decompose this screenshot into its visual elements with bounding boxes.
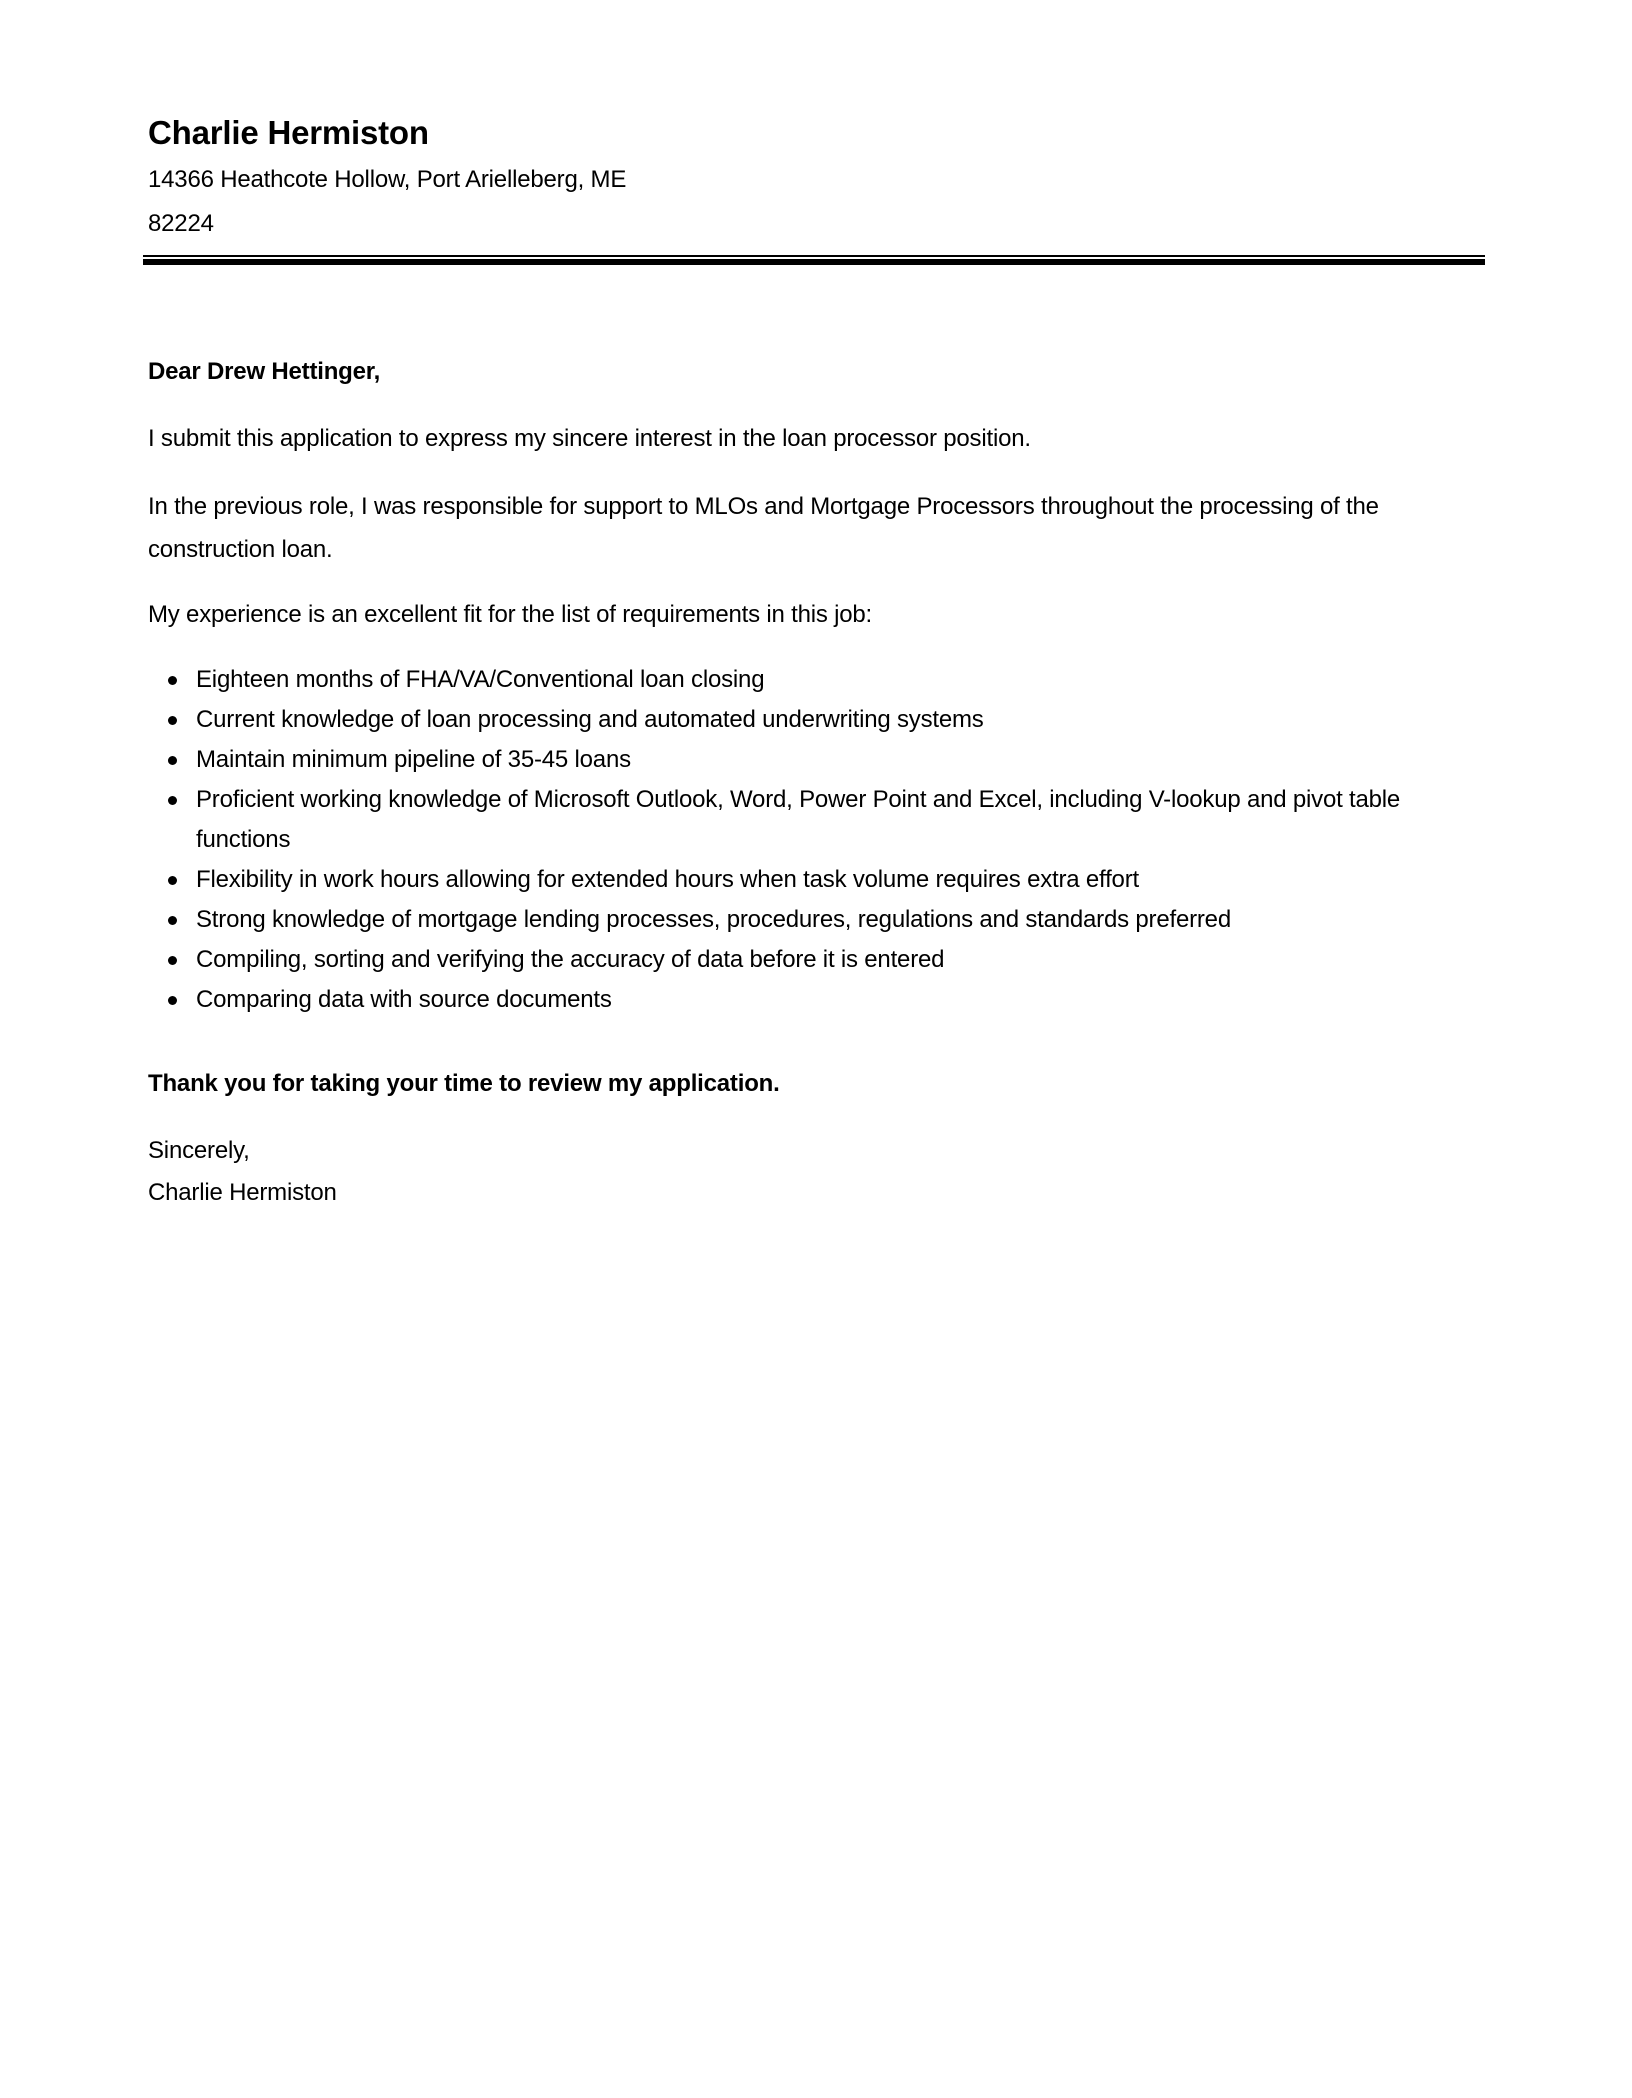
list-item-text: Current knowledge of loan processing and automated underwriting systems [196, 706, 984, 733]
salutation: Dear Drew Hettinger, [148, 358, 381, 385]
bullet-icon [168, 796, 177, 805]
list-item-text: Compiling, sorting and verifying the accuracy of data before it is entered [196, 946, 945, 973]
sender-address-line2: 82224 [148, 210, 214, 237]
closing-statement: Thank you for taking your time to review my application. [148, 1070, 780, 1097]
header-divider-thin [143, 255, 1485, 257]
sign-off: Sincerely, [148, 1137, 250, 1164]
paragraph-intro: I submit this application to express my sincere interest in the loan processor position. [148, 425, 1031, 452]
paragraph-experience: In the previous role, I was responsible for support to MLOs and Mortgage Processors throughout the processing of the construction loan. [148, 493, 1379, 563]
sender-name: Charlie Hermiston [148, 114, 429, 151]
list-item-text: Proficient working knowledge of Microsoft Outlook, Word, Power Point and Excel, including V-lookup and pivot table functions [196, 786, 1401, 853]
bullet-icon [168, 876, 177, 885]
bullet-icon [168, 676, 177, 685]
list-item [148, 660, 1488, 700]
signature-name: Charlie Hermiston [148, 1179, 337, 1206]
list-item [148, 940, 1488, 980]
list-item [148, 980, 1488, 1020]
bullet-icon [168, 996, 177, 1005]
paragraph-fit: My experience is an excellent fit for the list of requirements in this job: [148, 601, 873, 628]
bullet-icon [168, 916, 177, 925]
requirements-list [148, 660, 1488, 1020]
bullet-icon [168, 956, 177, 965]
list-item-text: Eighteen months of FHA/VA/Conventional loan closing [196, 666, 765, 693]
sender-address-line1: 14366 Heathcote Hollow, Port Arielleberg, ME [148, 166, 627, 193]
list-item-text: Maintain minimum pipeline of 35-45 loans [196, 746, 631, 773]
list-item [148, 780, 1486, 860]
bullet-icon [168, 716, 177, 725]
list-item-text: Comparing data with source documents [196, 986, 612, 1013]
list-item-text: Strong knowledge of mortgage lending processes, procedures, regulations and standards preferred [196, 906, 1231, 933]
list-item-text: Flexibility in work hours allowing for extended hours when task volume requires extra effort [196, 866, 1139, 893]
bullet-icon [168, 756, 177, 765]
list-item [148, 740, 1488, 780]
list-item [148, 900, 1488, 940]
list-item [148, 700, 1488, 740]
header-divider-thick [143, 259, 1485, 265]
list-item [148, 860, 1488, 900]
